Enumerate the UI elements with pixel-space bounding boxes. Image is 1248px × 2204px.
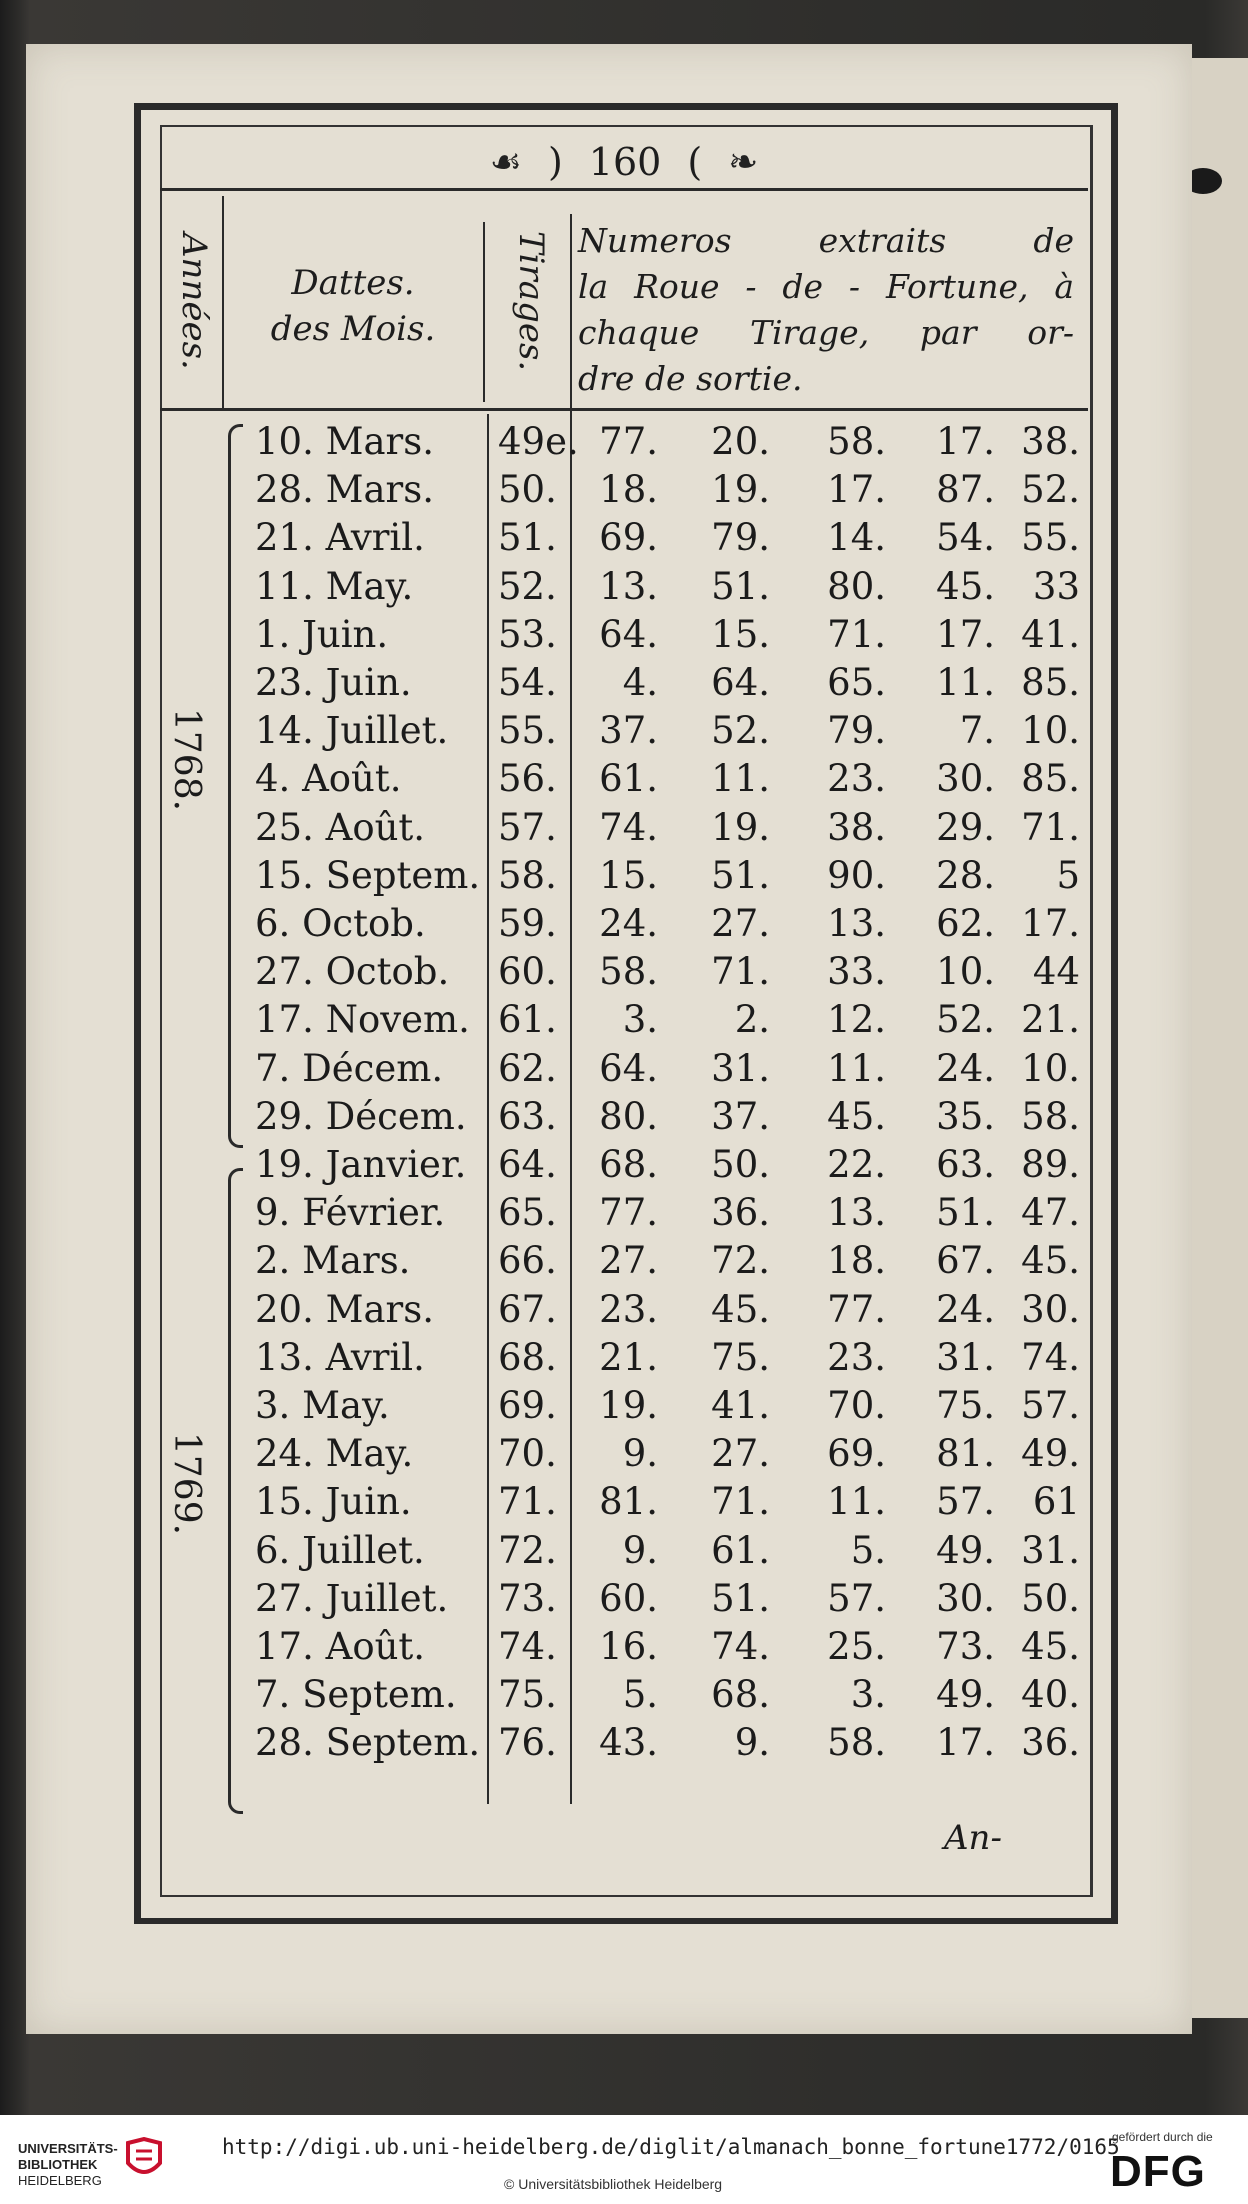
header-numeros-line: Numeros extraits de <box>578 221 1074 260</box>
draw-date: 28. Mars. <box>255 468 434 512</box>
drawn-number: 58. <box>827 1721 886 1765</box>
draw-date: 21. Avril. <box>255 516 425 560</box>
draw-number: 61. <box>498 998 557 1042</box>
drawn-number: 52. <box>711 709 770 753</box>
drawn-number: 74. <box>599 805 658 849</box>
drawn-number: 19. <box>599 1384 658 1427</box>
table-row <box>160 1095 1088 1143</box>
drawn-number: 17. <box>827 468 886 512</box>
dfg-logo: DFG <box>1110 2147 1206 2196</box>
drawn-number: 5. <box>850 1528 886 1572</box>
drawn-number: 10. <box>1021 709 1080 753</box>
page-number: 160 <box>588 140 662 184</box>
drawn-number: 33. <box>827 950 886 994</box>
drawn-number: 87. <box>936 468 995 512</box>
header-rule <box>160 408 1088 411</box>
draw-date: 6. Octob. <box>255 902 426 945</box>
drawn-number: 10. <box>936 950 995 994</box>
draw-number: 55. <box>498 709 557 753</box>
draw-number: 72. <box>498 1528 557 1572</box>
drawn-number: 11. <box>936 661 995 704</box>
fleuron-left-icon: ☙ <box>489 141 522 183</box>
draw-date: 13. Avril. <box>255 1335 425 1379</box>
drawn-number: 5. <box>622 1673 658 1717</box>
draw-number: 56. <box>498 757 557 801</box>
drawn-number: 17. <box>1021 902 1080 945</box>
drawn-number: 22. <box>827 1143 886 1186</box>
header-dattes-line: des Mois. <box>270 309 436 349</box>
draw-date: 15. Juin. <box>255 1480 412 1524</box>
draw-number: 73. <box>498 1576 557 1620</box>
table-row <box>160 1432 1088 1480</box>
draw-date: 10. Mars. <box>255 420 434 463</box>
draw-number: 76. <box>498 1721 557 1765</box>
header-tirages <box>505 196 557 406</box>
drawn-number: 50. <box>1021 1576 1080 1620</box>
drawn-number: 62. <box>936 902 995 945</box>
drawn-number: 31. <box>1021 1528 1080 1572</box>
drawn-number: 23. <box>599 1287 658 1331</box>
library-name-line: BIBLIOTHEK <box>18 2157 98 2172</box>
permalink-url[interactable]: http://digi.ub.uni-heidelberg.de/diglit/almanach_bonne_fortune1772/0165 <box>222 2135 1120 2159</box>
draw-number: 50. <box>498 468 557 512</box>
drawn-number: 14. <box>827 516 886 560</box>
draw-date: 20. Mars. <box>255 1287 434 1331</box>
table-row <box>160 1384 1088 1432</box>
header-dattes-line: Dattes. <box>291 263 415 303</box>
header-numeros <box>578 196 1074 428</box>
library-logo-icon <box>124 2137 164 2183</box>
year-label: 1768. <box>166 708 207 812</box>
drawn-number: 69. <box>599 516 658 560</box>
drawn-number: 77. <box>599 420 658 463</box>
drawn-number: 71. <box>711 1480 770 1524</box>
drawn-number: 9. <box>734 1721 770 1765</box>
drawn-number: 37. <box>599 709 658 753</box>
drawn-number: 10. <box>1021 1046 1080 1090</box>
drawn-number: 52. <box>936 998 995 1042</box>
table-row <box>160 1336 1088 1384</box>
table-row <box>160 1721 1088 1769</box>
drawn-number: 12. <box>827 998 886 1042</box>
drawn-number: 19. <box>711 805 770 849</box>
drawn-number: 65. <box>827 661 886 704</box>
table-row <box>160 661 1088 709</box>
drawn-number: 3. <box>622 998 658 1042</box>
drawn-number: 41. <box>711 1384 770 1427</box>
draw-date: 24. May. <box>255 1432 414 1476</box>
drawn-number: 24. <box>936 1046 995 1090</box>
drawn-number: 17. <box>936 420 995 463</box>
drawn-number: 77. <box>599 1191 658 1235</box>
catchword: An- <box>944 1818 1002 1858</box>
drawn-number: 85. <box>1021 757 1080 801</box>
table-row <box>160 1480 1088 1528</box>
table-row <box>160 998 1088 1046</box>
drawn-number: 45. <box>1021 1625 1080 1668</box>
draw-date: 25. Août. <box>255 805 426 849</box>
drawn-number: 49. <box>936 1673 995 1717</box>
library-name-line: HEIDELBERG <box>18 2173 102 2188</box>
drawn-number: 35. <box>936 1094 995 1138</box>
drawn-number: 49. <box>936 1528 995 1572</box>
drawn-number: 30. <box>936 757 995 801</box>
drawn-number: 77. <box>827 1287 886 1331</box>
paren-left: ) <box>547 140 563 184</box>
draw-date: 29. Décem. <box>255 1094 467 1138</box>
table-row <box>160 709 1088 757</box>
draw-date: 27. Juillet. <box>255 1576 449 1620</box>
drawn-number: 74. <box>711 1625 770 1668</box>
draw-number: 66. <box>498 1239 557 1283</box>
draw-date: 27. Octob. <box>255 950 450 994</box>
draw-number: 63. <box>498 1094 557 1138</box>
header-annees <box>170 196 218 406</box>
table-row <box>160 1143 1088 1191</box>
drawn-number: 61. <box>711 1528 770 1572</box>
drawn-number: 17. <box>936 612 995 656</box>
drawn-number: 15. <box>599 853 658 897</box>
drawn-number: 81. <box>599 1480 658 1524</box>
table-row <box>160 420 1088 468</box>
table-row <box>160 950 1088 998</box>
drawn-number: 57. <box>936 1480 995 1524</box>
drawn-number: 13. <box>827 902 886 945</box>
drawn-number: 61. <box>599 757 658 801</box>
drawn-number: 3. <box>850 1673 886 1717</box>
drawn-number: 45. <box>1021 1239 1080 1283</box>
drawn-number: 69. <box>827 1432 886 1476</box>
drawn-number: 47. <box>1021 1191 1080 1235</box>
drawn-number: 68. <box>599 1143 658 1186</box>
drawn-number: 64. <box>599 612 658 656</box>
draw-number: 52. <box>498 564 557 608</box>
drawn-number: 15. <box>711 612 770 656</box>
drawn-number: 27. <box>711 902 770 945</box>
draw-number: 68. <box>498 1335 557 1379</box>
drawn-number: 50. <box>711 1143 770 1186</box>
draw-number: 53. <box>498 612 557 656</box>
draw-date: 6. Juillet. <box>255 1528 425 1572</box>
table-row <box>160 1047 1088 1095</box>
drawn-number: 24. <box>599 902 658 945</box>
draw-date: 17. Août. <box>255 1625 426 1668</box>
table-row <box>160 757 1088 805</box>
table-row <box>160 1239 1088 1287</box>
draw-number: 74. <box>498 1625 557 1668</box>
drawn-number: 51. <box>711 564 770 608</box>
drawn-number: 60. <box>599 1576 658 1620</box>
drawn-number: 43. <box>599 1721 658 1765</box>
drawn-number: 11. <box>827 1480 886 1524</box>
drawn-number: 31. <box>711 1046 770 1090</box>
drawn-number: 45. <box>827 1094 886 1138</box>
draw-number: 49e. <box>498 420 579 463</box>
draw-number: 54. <box>498 661 557 704</box>
drawn-number: 24. <box>936 1287 995 1331</box>
drawn-number: 54. <box>936 516 995 560</box>
header-numeros-line: dre de sortie. <box>578 359 803 398</box>
draw-number: 58. <box>498 853 557 897</box>
drawn-number: 58. <box>1021 1094 1080 1138</box>
draw-number: 67. <box>498 1287 557 1331</box>
page-header <box>160 136 1088 191</box>
header-tirages-label: Tirages. <box>511 230 551 372</box>
drawn-number: 72. <box>711 1239 770 1283</box>
drawn-number: 89. <box>1021 1143 1080 1186</box>
table-row <box>160 565 1088 613</box>
draw-number: 60. <box>498 950 557 994</box>
drawn-number: 9. <box>622 1528 658 1572</box>
fleuron-right-icon: ❧ <box>728 141 759 183</box>
drawn-number: 25. <box>827 1625 886 1668</box>
drawn-number: 80. <box>827 564 886 608</box>
table-row <box>160 1529 1088 1577</box>
header-annees-label: Années. <box>174 232 214 370</box>
draw-date: 9. Février. <box>255 1191 446 1235</box>
drawn-number: 18. <box>827 1239 886 1283</box>
drawn-number: 75. <box>711 1335 770 1379</box>
drawn-number: 13. <box>599 564 658 608</box>
drawn-number: 23. <box>827 1335 886 1379</box>
table-row <box>160 1191 1088 1239</box>
drawn-number: 67. <box>936 1239 995 1283</box>
table-row <box>160 854 1088 902</box>
drawn-number: 58. <box>599 950 658 994</box>
drawn-number: 19. <box>711 468 770 512</box>
table-row <box>160 613 1088 661</box>
library-logo-text <box>18 2141 118 2189</box>
drawn-number: 71. <box>711 950 770 994</box>
table-row <box>160 1577 1088 1625</box>
drawn-number: 28. <box>936 853 995 897</box>
drawn-number: 85. <box>1021 661 1080 704</box>
drawn-number: 38. <box>827 805 886 849</box>
drawn-number: 30. <box>1021 1287 1080 1331</box>
table-row <box>160 468 1088 516</box>
paren-right: ( <box>687 140 703 184</box>
drawn-number: 80. <box>599 1094 658 1138</box>
drawn-number: 57. <box>827 1576 886 1620</box>
drawn-number: 31. <box>936 1335 995 1379</box>
drawn-number: 23. <box>827 757 886 801</box>
drawn-number: 41. <box>1021 612 1080 656</box>
drawn-number: 63. <box>936 1143 995 1186</box>
draw-number: 57. <box>498 805 557 849</box>
drawn-number: 27. <box>599 1239 658 1283</box>
draw-date: 19. Janvier. <box>255 1143 467 1186</box>
drawn-number: 20. <box>711 420 770 463</box>
draw-date: 2. Mars. <box>255 1239 411 1283</box>
drawn-number: 27. <box>711 1432 770 1476</box>
drawn-number: 2. <box>734 998 770 1042</box>
header-numeros-line: chaque Tirage, par or- <box>578 313 1074 352</box>
drawn-number: 45. <box>936 564 995 608</box>
rule-dattes <box>483 222 485 402</box>
drawn-number: 18. <box>599 468 658 512</box>
drawn-number: 21. <box>1021 998 1080 1042</box>
drawn-number: 4. <box>622 661 658 704</box>
drawn-number: 52. <box>1021 468 1080 512</box>
drawn-number: 11. <box>827 1046 886 1090</box>
draw-number: 51. <box>498 516 557 560</box>
drawn-number: 70. <box>827 1384 886 1427</box>
draw-date: 23. Juin. <box>255 661 412 704</box>
drawn-number: 71. <box>827 612 886 656</box>
draw-number: 71. <box>498 1480 557 1524</box>
library-name-line: UNIVERSITÄTS- <box>18 2141 118 2156</box>
drawn-number: 7. <box>959 709 995 753</box>
drawn-number: 55. <box>1021 516 1080 560</box>
draw-date: 14. Juillet. <box>255 709 449 753</box>
draw-date: 3. May. <box>255 1384 390 1427</box>
drawn-number: 40. <box>1021 1673 1080 1717</box>
drawn-number: 16. <box>599 1625 658 1668</box>
draw-number: 65. <box>498 1191 557 1235</box>
drawn-number: 49. <box>1021 1432 1080 1476</box>
drawn-number: 9. <box>622 1432 658 1476</box>
drawn-number: 17. <box>936 1721 995 1765</box>
drawn-number: 5 <box>1056 853 1080 897</box>
drawn-number: 44 <box>1032 950 1080 994</box>
draw-number: 59. <box>498 902 557 945</box>
draw-date: 1. Juin. <box>255 612 389 656</box>
draw-number: 75. <box>498 1673 557 1717</box>
drawn-number: 51. <box>936 1191 995 1235</box>
drawn-number: 11. <box>711 757 770 801</box>
drawn-number: 13. <box>827 1191 886 1235</box>
draw-date: 11. May. <box>255 564 414 608</box>
drawn-number: 74. <box>1021 1335 1080 1379</box>
draw-date: 28. Septem. <box>255 1721 481 1765</box>
drawn-number: 51. <box>711 853 770 897</box>
draw-number: 62. <box>498 1046 557 1090</box>
drawn-number: 73. <box>936 1625 995 1668</box>
draw-date: 7. Décem. <box>255 1046 444 1090</box>
table-row <box>160 1625 1088 1673</box>
table-row <box>160 516 1088 564</box>
drawn-number: 79. <box>827 709 886 753</box>
year-label: 1769. <box>166 1432 207 1536</box>
drawn-number: 45. <box>711 1287 770 1331</box>
drawn-number: 30. <box>936 1576 995 1620</box>
drawn-number: 64. <box>599 1046 658 1090</box>
draw-date: 7. Septem. <box>255 1673 457 1717</box>
drawn-number: 79. <box>711 516 770 560</box>
drawn-number: 36. <box>1021 1721 1080 1765</box>
drawn-number: 61 <box>1032 1480 1080 1524</box>
drawn-number: 81. <box>936 1432 995 1476</box>
header-dattes <box>228 196 478 406</box>
drawn-number: 37. <box>711 1094 770 1138</box>
draw-number: 70. <box>498 1432 557 1476</box>
drawn-number: 90. <box>827 853 886 897</box>
table-row <box>160 1288 1088 1336</box>
copyright-text: © Universitätsbibliothek Heidelberg <box>504 2176 723 2192</box>
funded-by-text: gefördert durch die <box>1112 2130 1213 2144</box>
adjacent-page-edge <box>1190 58 1248 2018</box>
drawn-number: 64. <box>711 661 770 704</box>
table-row <box>160 902 1088 950</box>
drawn-number: 36. <box>711 1191 770 1235</box>
draw-date: 17. Novem. <box>255 998 470 1042</box>
header-numeros-line: la Roue - de - Fortune, à <box>578 267 1074 306</box>
drawn-number: 51. <box>711 1576 770 1620</box>
table-row <box>160 1673 1088 1721</box>
draw-date: 4. Août. <box>255 757 402 801</box>
rule-annees <box>222 196 224 408</box>
draw-number: 69. <box>498 1384 557 1427</box>
drawn-number: 33 <box>1032 564 1080 608</box>
drawn-number: 68. <box>711 1673 770 1717</box>
drawn-number: 29. <box>936 805 995 849</box>
drawn-number: 71. <box>1021 805 1080 849</box>
drawn-number: 75. <box>936 1384 995 1427</box>
footer-banner <box>0 2115 1248 2204</box>
drawn-number: 57. <box>1021 1384 1080 1427</box>
table-row <box>160 806 1088 854</box>
drawn-number: 58. <box>827 420 886 463</box>
draw-date: 15. Septem. <box>255 853 481 897</box>
drawn-number: 21. <box>599 1335 658 1379</box>
draw-number: 64. <box>498 1143 557 1186</box>
drawn-number: 38. <box>1021 420 1080 463</box>
